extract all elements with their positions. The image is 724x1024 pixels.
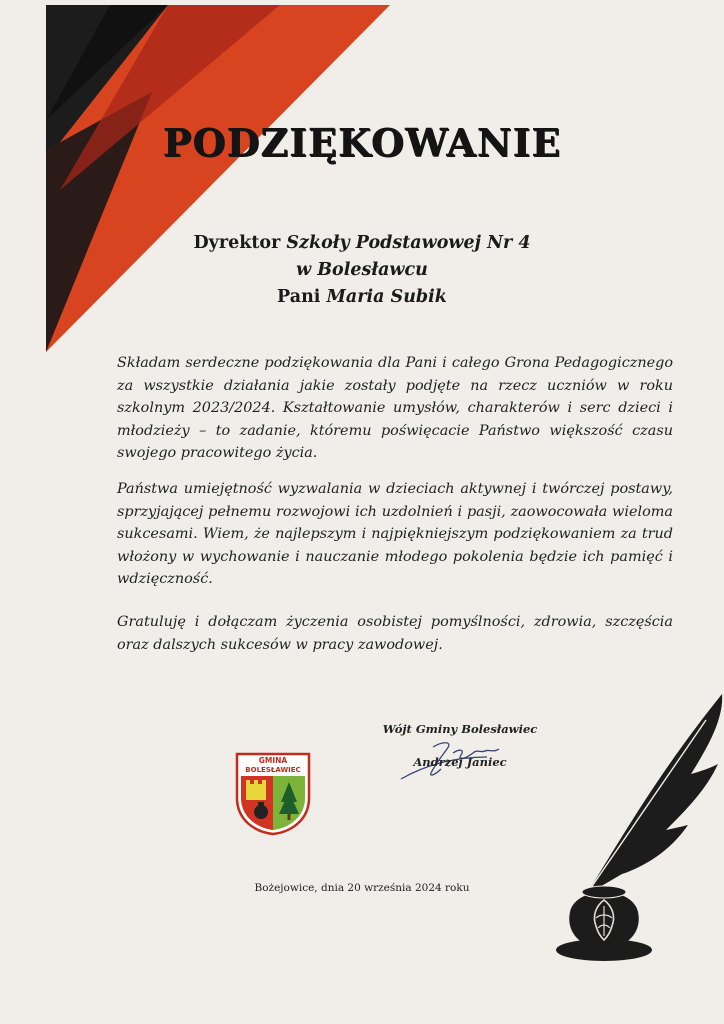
quill-inkwell-icon	[556, 690, 724, 965]
addressee-line-3	[0, 284, 724, 311]
addressee-line-1	[0, 230, 724, 257]
crest-text-name: BOLESŁAWIEC	[245, 766, 301, 774]
addressee-line-2	[0, 257, 724, 284]
body-paragraph-1: Składam serdeczne podziękowania dla Pani i całego Grona Pedagogicznego za wszystkie działania jakie zostały podjęte na rzecz uczniów w roku szkolnym 2023/2024. Kształtowanie umysłów, charakterów i serc dzieci i młodzieży – to zadanie, któremu poświęcacie Państwo większość czasu swojego pracowitego życia.	[117, 355, 673, 461]
addressee-school: Szkoły Podstawowej Nr 4	[286, 233, 531, 253]
body-paragraph-3: Gratuluję i dołączam życzenia osobistej pomyślności, zdrowia, szczęścia oraz dalszych sukcesów w pracy zawodowej.	[117, 614, 673, 653]
addressee-name: Maria Subik	[326, 287, 447, 307]
body-paragraph-2: Państwa umiejętność wyzwalania w dzieciach aktywnej i twórczej postawy, sprzyjającej pełnemu rozwojowi ich uzdolnień i pasji, zaowocowała wieloma sukcesami. Wiem, że najlepszym i najpiękniejszym podziękowaniem za trud włożony w wychowanie i nauczanie młodego pokolenia będzie ich pamięć i wdzięczność.	[117, 481, 673, 587]
addressee-city: w Bolesławcu	[296, 260, 428, 280]
addressee-block	[0, 230, 724, 311]
signatory-name: Andrzej Janiec	[413, 755, 507, 769]
page-title: PODZIĘKOWANIE	[162, 120, 562, 165]
addressee-honorific: Pani	[277, 287, 321, 307]
signatory-title: Wójt Gminy Bolesławiec	[382, 722, 538, 736]
crest-text-gmina: GMINA	[258, 756, 288, 765]
place-and-date: Bożejowice, dnia 20 września 2024 roku	[254, 882, 470, 894]
gmina-crest-icon	[233, 750, 313, 836]
addressee-role: Dyrektor	[193, 233, 281, 253]
